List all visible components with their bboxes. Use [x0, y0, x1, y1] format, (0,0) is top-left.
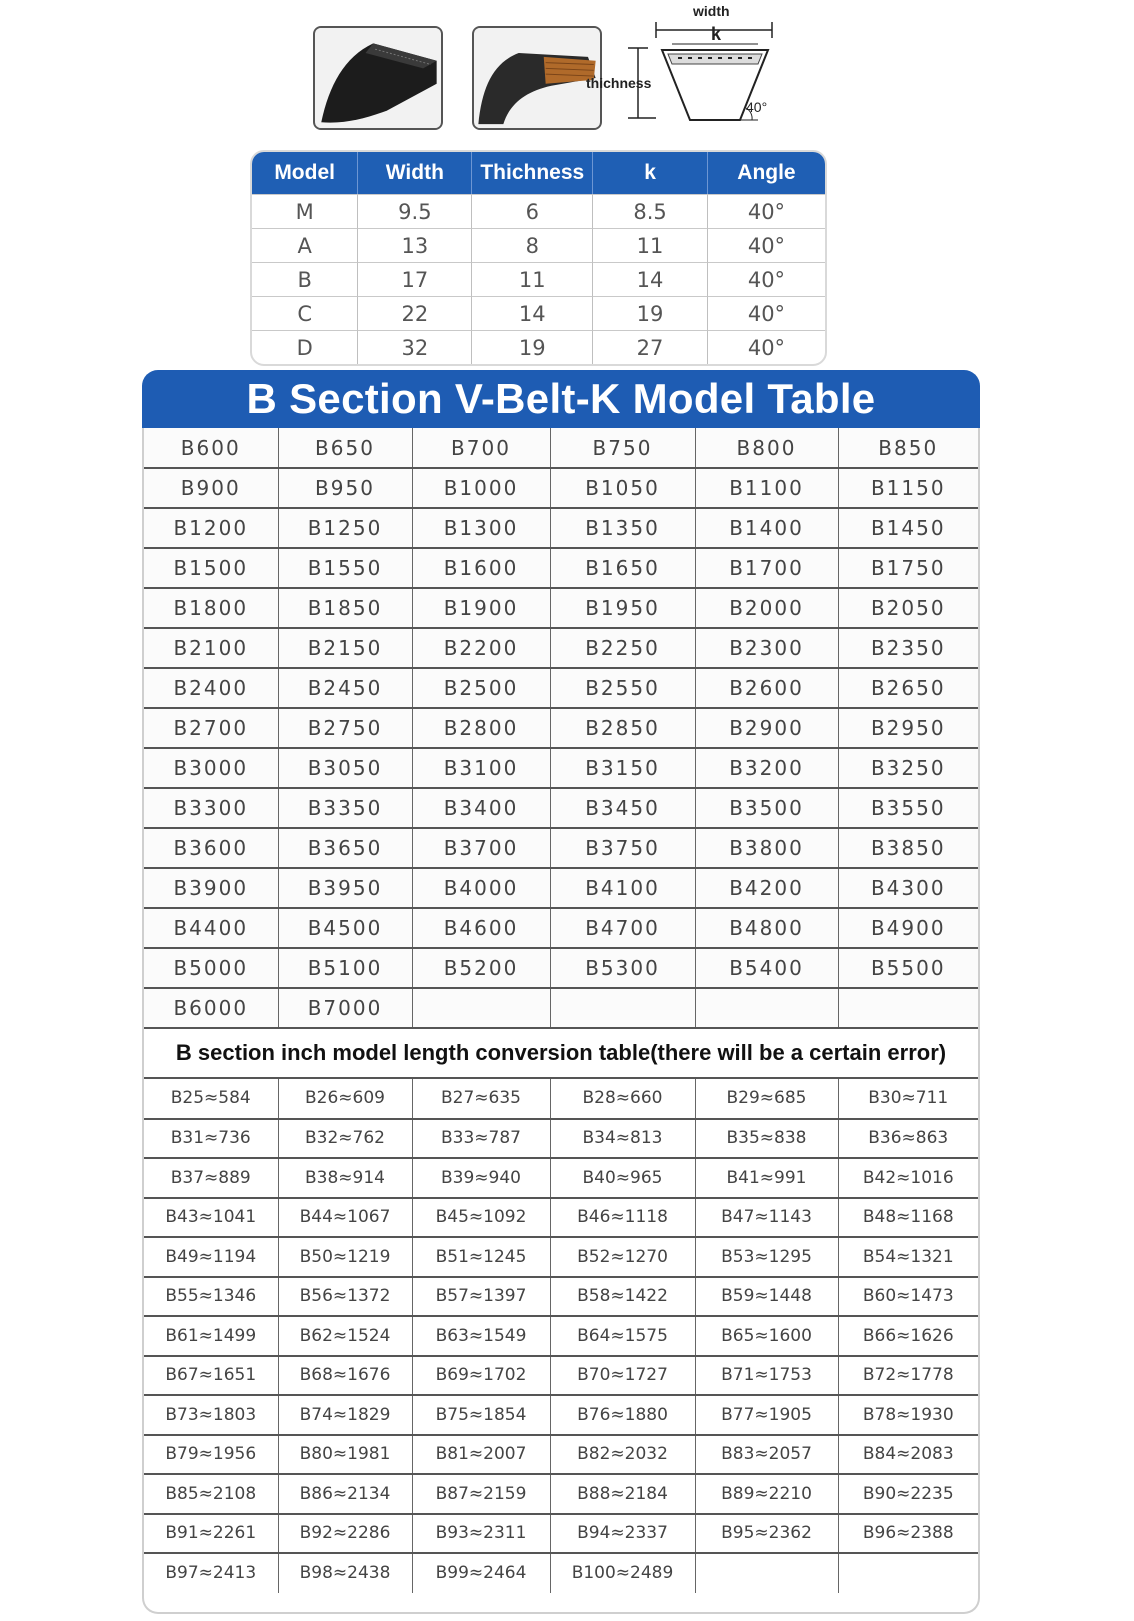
model-row	[144, 988, 978, 1028]
model-cell: B4200	[695, 868, 838, 908]
conversion-cell: B65≈1600	[695, 1316, 838, 1356]
conversion-cell: B76≈1880	[550, 1395, 695, 1435]
model-cell: B2400	[144, 668, 278, 708]
model-cell: B1550	[278, 548, 412, 588]
model-cell: B3700	[412, 828, 550, 868]
conversion-cell: B99≈2464	[412, 1553, 550, 1593]
spec-cell: 11	[593, 228, 708, 262]
spec-cell: 40°	[708, 262, 825, 296]
model-cell: B3300	[144, 788, 278, 828]
model-cell: B2000	[695, 588, 838, 628]
spec-cell: D	[252, 330, 358, 364]
spec-cell: 22	[358, 296, 472, 330]
model-row	[144, 508, 978, 548]
conversion-cell: B58≈1422	[550, 1277, 695, 1317]
spec-cell: 13	[358, 228, 472, 262]
angle-label: 40°	[746, 99, 768, 115]
model-cell: B3000	[144, 748, 278, 788]
model-cell: B3050	[278, 748, 412, 788]
conversion-row	[144, 1474, 978, 1514]
conversion-cell: B46≈1118	[550, 1198, 695, 1238]
model-cell: B2600	[695, 668, 838, 708]
conversion-cell: B75≈1854	[412, 1395, 550, 1435]
conversion-cell: B64≈1575	[550, 1316, 695, 1356]
spec-cell: 40°	[708, 296, 825, 330]
model-row	[144, 948, 978, 988]
model-cell: B3650	[278, 828, 412, 868]
model-cell: B6000	[144, 988, 278, 1028]
model-cell	[412, 988, 550, 1028]
model-cell: B650	[278, 428, 412, 468]
header-model: Model	[252, 152, 358, 194]
model-cell: B2350	[838, 628, 978, 668]
conversion-cell: B60≈1473	[838, 1277, 978, 1317]
model-cell: B800	[695, 428, 838, 468]
conversion-cell: B100≈2489	[550, 1553, 695, 1593]
model-cell: B1400	[695, 508, 838, 548]
conversion-cell: B77≈1905	[695, 1395, 838, 1435]
model-cell: B2500	[412, 668, 550, 708]
conversion-cell: B50≈1219	[278, 1237, 412, 1277]
model-cell: B3750	[550, 828, 695, 868]
model-cell: B2850	[550, 708, 695, 748]
header-width: Width	[358, 152, 472, 194]
model-row	[144, 868, 978, 908]
spec-cell: 6	[472, 194, 593, 228]
conversion-cell: B68≈1676	[278, 1356, 412, 1396]
model-row	[144, 548, 978, 588]
conversion-cell: B45≈1092	[412, 1198, 550, 1238]
header-angle: Angle	[708, 152, 825, 194]
model-cell: B3500	[695, 788, 838, 828]
model-table-title: B Section V-Belt-K Model Table	[246, 375, 876, 422]
conversion-cell: B67≈1651	[144, 1356, 278, 1396]
model-cell: B950	[278, 468, 412, 508]
model-cell	[838, 988, 978, 1028]
conversion-cell: B28≈660	[550, 1079, 695, 1119]
model-cell: B3800	[695, 828, 838, 868]
belt-cross-section-diagram	[586, 0, 800, 135]
model-cell: B1800	[144, 588, 278, 628]
model-cell: B1150	[838, 468, 978, 508]
conversion-table	[144, 1079, 978, 1593]
model-cell: B1700	[695, 548, 838, 588]
conversion-row	[144, 1237, 978, 1277]
model-cell: B2200	[412, 628, 550, 668]
spec-row	[252, 228, 825, 262]
model-table	[144, 428, 978, 1029]
conversion-cell: B27≈635	[412, 1079, 550, 1119]
model-row	[144, 668, 978, 708]
spec-cell: 8	[472, 228, 593, 262]
conversion-cell: B30≈711	[838, 1079, 978, 1119]
conversion-cell: B44≈1067	[278, 1198, 412, 1238]
model-row	[144, 588, 978, 628]
conversion-cell: B53≈1295	[695, 1237, 838, 1277]
conversion-cell: B83≈2057	[695, 1435, 838, 1475]
conversion-cell: B26≈609	[278, 1079, 412, 1119]
conversion-row	[144, 1198, 978, 1238]
model-cell: B5300	[550, 948, 695, 988]
conversion-cell: B97≈2413	[144, 1553, 278, 1593]
conversion-cell: B95≈2362	[695, 1514, 838, 1554]
model-row	[144, 748, 978, 788]
header-thickness: Thichness	[472, 152, 593, 194]
conversion-cell: B54≈1321	[838, 1237, 978, 1277]
model-cell: B3150	[550, 748, 695, 788]
conversion-row	[144, 1395, 978, 1435]
conversion-cell: B96≈2388	[838, 1514, 978, 1554]
model-cell: B2550	[550, 668, 695, 708]
conversion-cell: B38≈914	[278, 1158, 412, 1198]
spec-row	[252, 330, 825, 364]
spec-cell: 11	[472, 262, 593, 296]
model-cell: B2100	[144, 628, 278, 668]
model-row	[144, 908, 978, 948]
conversion-cell: B69≈1702	[412, 1356, 550, 1396]
conversion-cell: B91≈2261	[144, 1514, 278, 1554]
model-cell: B2800	[412, 708, 550, 748]
spec-cell: M	[252, 194, 358, 228]
spec-cell: 19	[472, 330, 593, 364]
model-cell: B5000	[144, 948, 278, 988]
conversion-cell: B34≈813	[550, 1119, 695, 1159]
spec-row	[252, 194, 825, 228]
model-cell: B1200	[144, 508, 278, 548]
model-cell: B1850	[278, 588, 412, 628]
model-row	[144, 788, 978, 828]
model-cell: B3400	[412, 788, 550, 828]
model-cell: B600	[144, 428, 278, 468]
model-cell: B3900	[144, 868, 278, 908]
model-cell: B850	[838, 428, 978, 468]
conversion-cell: B42≈1016	[838, 1158, 978, 1198]
conversion-cell: B29≈685	[695, 1079, 838, 1119]
spec-row	[252, 262, 825, 296]
model-cell: B1650	[550, 548, 695, 588]
model-cell: B3200	[695, 748, 838, 788]
model-cell: B1950	[550, 588, 695, 628]
model-cell: B2750	[278, 708, 412, 748]
conversion-cell: B73≈1803	[144, 1395, 278, 1435]
model-table-container	[142, 428, 980, 1614]
conversion-row	[144, 1356, 978, 1396]
conversion-cell: B94≈2337	[550, 1514, 695, 1554]
model-cell: B1250	[278, 508, 412, 548]
conversion-cell: B92≈2286	[278, 1514, 412, 1554]
belt-cross-section-photo	[472, 26, 602, 130]
model-cell: B750	[550, 428, 695, 468]
spec-cell: 14	[593, 262, 708, 296]
model-cell: B1750	[838, 548, 978, 588]
model-cell: B3450	[550, 788, 695, 828]
conversion-cell: B80≈1981	[278, 1435, 412, 1475]
conversion-cell: B89≈2210	[695, 1474, 838, 1514]
model-cell: B4100	[550, 868, 695, 908]
model-cell: B3850	[838, 828, 978, 868]
spec-cell: 40°	[708, 228, 825, 262]
model-cell: B4700	[550, 908, 695, 948]
conversion-row	[144, 1553, 978, 1593]
model-cell: B3100	[412, 748, 550, 788]
model-row	[144, 708, 978, 748]
conversion-cell: B98≈2438	[278, 1553, 412, 1593]
model-cell: B700	[412, 428, 550, 468]
conversion-cell: B25≈584	[144, 1079, 278, 1119]
conversion-cell: B70≈1727	[550, 1356, 695, 1396]
model-row	[144, 468, 978, 508]
spec-cell: 17	[358, 262, 472, 296]
conversion-cell: B85≈2108	[144, 1474, 278, 1514]
conversion-cell: B74≈1829	[278, 1395, 412, 1435]
conversion-cell: B88≈2184	[550, 1474, 695, 1514]
model-cell: B2450	[278, 668, 412, 708]
conversion-cell: B55≈1346	[144, 1277, 278, 1317]
model-cell: B1050	[550, 468, 695, 508]
model-cell: B1100	[695, 468, 838, 508]
model-cell: B4800	[695, 908, 838, 948]
k-label: k	[711, 24, 722, 44]
conversion-row	[144, 1435, 978, 1475]
model-cell: B2250	[550, 628, 695, 668]
model-cell: B4400	[144, 908, 278, 948]
conversion-cell: B63≈1549	[412, 1316, 550, 1356]
conversion-cell: B47≈1143	[695, 1198, 838, 1238]
model-cell: B2050	[838, 588, 978, 628]
conversion-cell: B86≈2134	[278, 1474, 412, 1514]
model-cell: B5400	[695, 948, 838, 988]
model-cell: B5100	[278, 948, 412, 988]
model-cell: B3350	[278, 788, 412, 828]
model-cell: B1500	[144, 548, 278, 588]
conversion-row	[144, 1158, 978, 1198]
belt-spec-table	[250, 150, 827, 366]
conversion-row	[144, 1119, 978, 1159]
model-cell: B1450	[838, 508, 978, 548]
model-cell: B2650	[838, 668, 978, 708]
model-table-title-banner	[142, 370, 980, 428]
header-k: k	[593, 152, 708, 194]
conversion-cell: B57≈1397	[412, 1277, 550, 1317]
conversion-cell: B43≈1041	[144, 1198, 278, 1238]
conversion-cell: B36≈863	[838, 1119, 978, 1159]
model-cell: B3550	[838, 788, 978, 828]
conversion-cell: B93≈2311	[412, 1514, 550, 1554]
model-cell: B4500	[278, 908, 412, 948]
conversion-row	[144, 1514, 978, 1554]
conversion-cell: B49≈1194	[144, 1237, 278, 1277]
conversion-table-title: B section inch model length conversion table(there will be a certain error)	[175, 1040, 947, 1065]
model-cell: B2150	[278, 628, 412, 668]
spec-cell: 40°	[708, 194, 825, 228]
thickness-label: thichness	[586, 75, 652, 91]
spec-cell: 8.5	[593, 194, 708, 228]
conversion-cell: B78≈1930	[838, 1395, 978, 1435]
model-cell: B1600	[412, 548, 550, 588]
conversion-cell: B35≈838	[695, 1119, 838, 1159]
model-cell: B3950	[278, 868, 412, 908]
conversion-row	[144, 1277, 978, 1317]
spec-cell: 27	[593, 330, 708, 364]
spec-cell: 14	[472, 296, 593, 330]
model-cell: B1350	[550, 508, 695, 548]
model-cell: B5200	[412, 948, 550, 988]
conversion-cell	[838, 1553, 978, 1593]
conversion-cell: B37≈889	[144, 1158, 278, 1198]
spec-cell: 9.5	[358, 194, 472, 228]
model-cell: B7000	[278, 988, 412, 1028]
conversion-cell: B41≈991	[695, 1158, 838, 1198]
spec-cell: A	[252, 228, 358, 262]
model-cell: B4300	[838, 868, 978, 908]
model-cell: B3250	[838, 748, 978, 788]
conversion-cell: B51≈1245	[412, 1237, 550, 1277]
conversion-cell: B52≈1270	[550, 1237, 695, 1277]
conversion-table-heading	[144, 1029, 978, 1079]
conversion-cell: B40≈965	[550, 1158, 695, 1198]
conversion-cell: B32≈762	[278, 1119, 412, 1159]
model-cell: B2950	[838, 708, 978, 748]
model-cell: B3600	[144, 828, 278, 868]
spec-header-row	[252, 152, 825, 194]
spec-cell: 40°	[708, 330, 825, 364]
conversion-cell: B84≈2083	[838, 1435, 978, 1475]
conversion-cell: B59≈1448	[695, 1277, 838, 1317]
model-row	[144, 828, 978, 868]
conversion-cell: B79≈1956	[144, 1435, 278, 1475]
v-belt-photo	[313, 26, 443, 130]
model-cell: B2700	[144, 708, 278, 748]
model-cell: B1900	[412, 588, 550, 628]
width-label: width	[693, 3, 730, 19]
conversion-cell	[695, 1553, 838, 1593]
conversion-cell: B61≈1499	[144, 1316, 278, 1356]
spec-cell: 32	[358, 330, 472, 364]
spec-row	[252, 296, 825, 330]
conversion-cell: B66≈1626	[838, 1316, 978, 1356]
conversion-cell: B82≈2032	[550, 1435, 695, 1475]
model-cell: B5500	[838, 948, 978, 988]
conversion-cell: B71≈1753	[695, 1356, 838, 1396]
spec-cell: C	[252, 296, 358, 330]
spec-cell: B	[252, 262, 358, 296]
conversion-cell: B48≈1168	[838, 1198, 978, 1238]
conversion-cell: B81≈2007	[412, 1435, 550, 1475]
model-cell	[695, 988, 838, 1028]
model-cell: B2300	[695, 628, 838, 668]
conversion-cell: B56≈1372	[278, 1277, 412, 1317]
model-row	[144, 628, 978, 668]
conversion-cell: B33≈787	[412, 1119, 550, 1159]
conversion-cell: B31≈736	[144, 1119, 278, 1159]
model-cell: B900	[144, 468, 278, 508]
conversion-row	[144, 1316, 978, 1356]
conversion-cell: B87≈2159	[412, 1474, 550, 1514]
model-cell	[550, 988, 695, 1028]
conversion-cell: B90≈2235	[838, 1474, 978, 1514]
model-row	[144, 428, 978, 468]
model-cell: B4900	[838, 908, 978, 948]
conversion-cell: B62≈1524	[278, 1316, 412, 1356]
conversion-cell: B72≈1778	[838, 1356, 978, 1396]
spec-cell: 19	[593, 296, 708, 330]
model-cell: B1000	[412, 468, 550, 508]
model-cell: B4000	[412, 868, 550, 908]
conversion-row	[144, 1079, 978, 1119]
model-cell: B1300	[412, 508, 550, 548]
model-cell: B4600	[412, 908, 550, 948]
model-cell: B2900	[695, 708, 838, 748]
conversion-cell: B39≈940	[412, 1158, 550, 1198]
